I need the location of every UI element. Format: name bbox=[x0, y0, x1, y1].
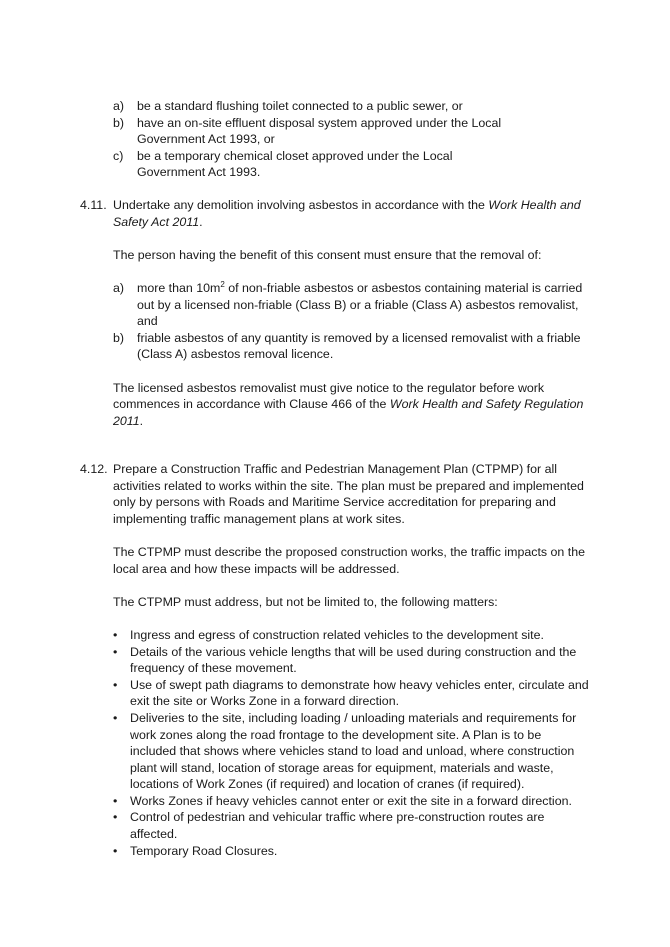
section-heading-row bbox=[80, 197, 590, 230]
list-item-text: be a standard flushing toilet connected to a public sewer, or bbox=[137, 99, 463, 113]
list-item bbox=[113, 330, 590, 363]
bullet-item: • Deliveries to the site, including loading / unloading materials and requirements for work zones along the road frontage to the development site. A Plan is to be included that shows where vehicles stand to load and unload, where construction plant will stand, location of storage areas for equipment, materials and waste, locations of Work Zones (if required) and location of cranes (if required). bbox=[113, 710, 577, 792]
section-4-12 bbox=[80, 461, 590, 859]
paragraph: The licensed asbestos removalist must give notice to the regulator before work commences in accordance with Clause 466 of the Work Health and Safety Regulation 2011. bbox=[113, 380, 584, 428]
list-item-text: friable asbestos of any quantity is removed by a licensed removalist with a friable (Class A) asbestos removal licence. bbox=[137, 330, 581, 362]
list-item bbox=[113, 148, 523, 181]
list-marker: c) bbox=[113, 148, 124, 163]
list-item-text: more than $10m^2$ of non-friable asbestos or asbestos containing material is carried out by a licensed non-friable (Class B) or a friable (Class A) asbestos removalist, and bbox=[137, 279, 583, 329]
bullet-item: • Use of swept path diagrams to demonstrate how heavy vehicles enter, circulate and exit the site or Works Zone in a forward direction. bbox=[113, 677, 589, 709]
list-marker: a) bbox=[113, 280, 125, 295]
section-text: Undertake any demolition involving asbestos in accordance with the Work Health and Safety Act 2011. bbox=[113, 198, 581, 229]
list-item bbox=[113, 115, 523, 148]
bullet-icon: • bbox=[113, 677, 118, 692]
bullet-icon: • bbox=[113, 810, 118, 825]
bullet-item: • Ingress and egress of construction related vehicles to the development site. bbox=[113, 627, 544, 642]
bullet-icon: • bbox=[113, 843, 118, 858]
list-item bbox=[113, 280, 590, 330]
bullet-item: • Control of pedestrian and vehicular traffic where pre-construction routes are affected. bbox=[113, 810, 545, 842]
toilet-options-list bbox=[113, 98, 523, 181]
bullet-icon: • bbox=[113, 627, 118, 642]
list-marker: b) bbox=[113, 115, 125, 130]
bullet-icon: • bbox=[113, 644, 118, 659]
section-heading-row bbox=[80, 461, 590, 527]
paragraph: The CTPMP must describe the proposed construction works, the traffic impacts on the local area and how these impacts will be addressed. bbox=[113, 544, 585, 576]
section-number: 4.11. bbox=[80, 198, 107, 212]
bullet-icon: • bbox=[113, 710, 118, 725]
paragraph: The CTPMP must address, but not be limited to, the following matters: bbox=[113, 594, 498, 609]
list-marker: a) bbox=[113, 99, 125, 113]
bullet-item: • Temporary Road Closures. bbox=[113, 843, 278, 858]
list-item bbox=[113, 98, 523, 115]
bullet-icon: • bbox=[113, 793, 118, 808]
bullet-item: • Details of the various vehicle lengths that will be used during construction and the frequency of these movement. bbox=[113, 644, 577, 676]
list-item-text: be a temporary chemical closet approved under the Local Government Act 1993. bbox=[137, 148, 453, 180]
list-marker: b) bbox=[113, 330, 125, 345]
asbestos-list bbox=[80, 280, 590, 363]
section-text: Prepare a Construction Traffic and Pedestrian Management Plan (CTPMP) for all activities related to works within the site. The plan must be prepared and implemented only by persons with Roads and Maritime Service accreditation for preparing and implementing traffic management plans at work sites. bbox=[113, 462, 584, 526]
ctpmp-matters-list bbox=[80, 627, 590, 859]
paragraph: The person having the benefit of this consent must ensure that the removal of: bbox=[113, 247, 542, 262]
section-4-11 bbox=[80, 197, 590, 429]
section-number: 4.12. bbox=[80, 462, 108, 476]
bullet-item: • Works Zones if heavy vehicles cannot enter or exit the site in a forward direction. bbox=[113, 793, 572, 808]
list-item-text: have an on-site effluent disposal system approved under the Local Government Act 1993, or bbox=[137, 115, 502, 147]
